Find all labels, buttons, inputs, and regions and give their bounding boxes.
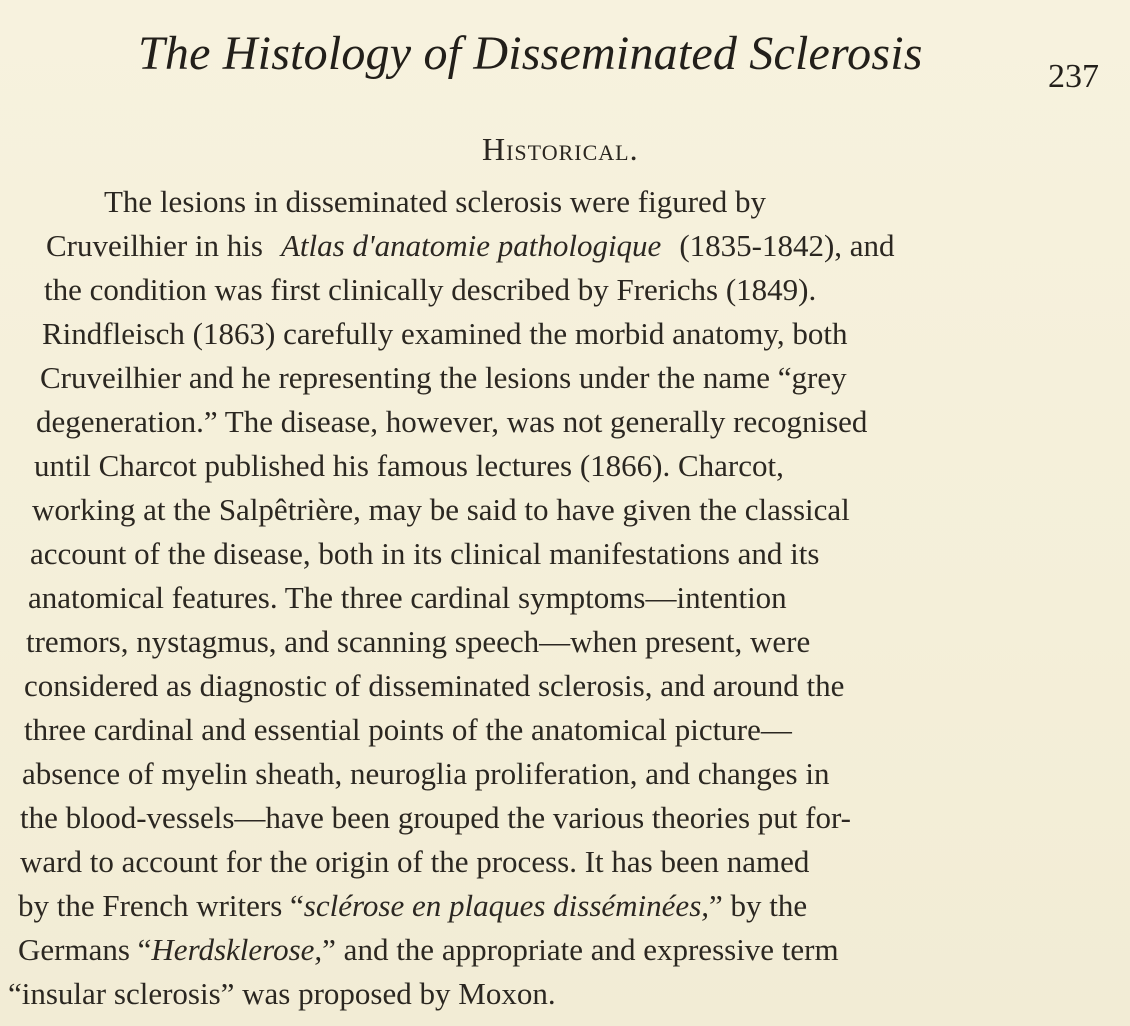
text-line: until Charcot published his famous lectures (1866). Charcot, <box>34 448 784 483</box>
page-number: 237 <box>1048 58 1099 95</box>
text-line: tremors, nystagmus, and scanning speech—when present, were <box>26 624 811 659</box>
atlas-title: Atlas d'anatomie pathologique <box>280 228 662 263</box>
text-line: Germans “ Herdsklerose, ” and the appropriate and expressive term <box>18 930 1072 970</box>
text-line: Cruveilhier and he representing the lesions under the name “grey <box>40 360 847 395</box>
text-line: three cardinal and essential points of the anatomical picture— <box>24 712 792 747</box>
text-line: anatomical features. The three cardinal symptoms—intention <box>28 580 787 615</box>
text-line: absence of myelin sheath, neuroglia proliferation, and changes in <box>22 756 830 791</box>
text-line: by the French writers “ sclérose en plaques disséminées, ” by the <box>18 886 1072 926</box>
text-line: considered as diagnostic of disseminated sclerosis, and around the <box>24 668 845 703</box>
text-line: Rindfleisch (1863) carefully examined the morbid anatomy, both <box>42 316 848 351</box>
text-line: the blood-vessels—have been grouped the various theories put for- <box>20 800 851 835</box>
german-term: Herdsklerose, <box>151 932 323 967</box>
text-line: Cruveilhier in his Atlas d'anatomie pathologique (1835-1842), and <box>46 226 1100 266</box>
running-head-title: The Histology of Disseminated Sclerosis <box>138 27 923 80</box>
french-term: sclérose en plaques disséminées, <box>303 888 710 923</box>
text-line: account of the disease, both in its clinical manifestations and its <box>30 536 820 571</box>
text-line: the condition was first clinically described by Frerichs (1849). <box>44 272 817 307</box>
text-line: working at the Salpêtrière, may be said to have given the classical <box>32 492 850 527</box>
text-line: “insular sclerosis” was proposed by Moxon. <box>8 976 556 1011</box>
section-heading: Historical. <box>482 131 639 167</box>
text-line: degeneration.” The disease, however, was not generally recognised <box>36 404 868 439</box>
text-line: The lesions in disseminated sclerosis were figured by <box>104 184 767 219</box>
text-line: ward to account for the origin of the process. It has been named <box>20 844 810 879</box>
